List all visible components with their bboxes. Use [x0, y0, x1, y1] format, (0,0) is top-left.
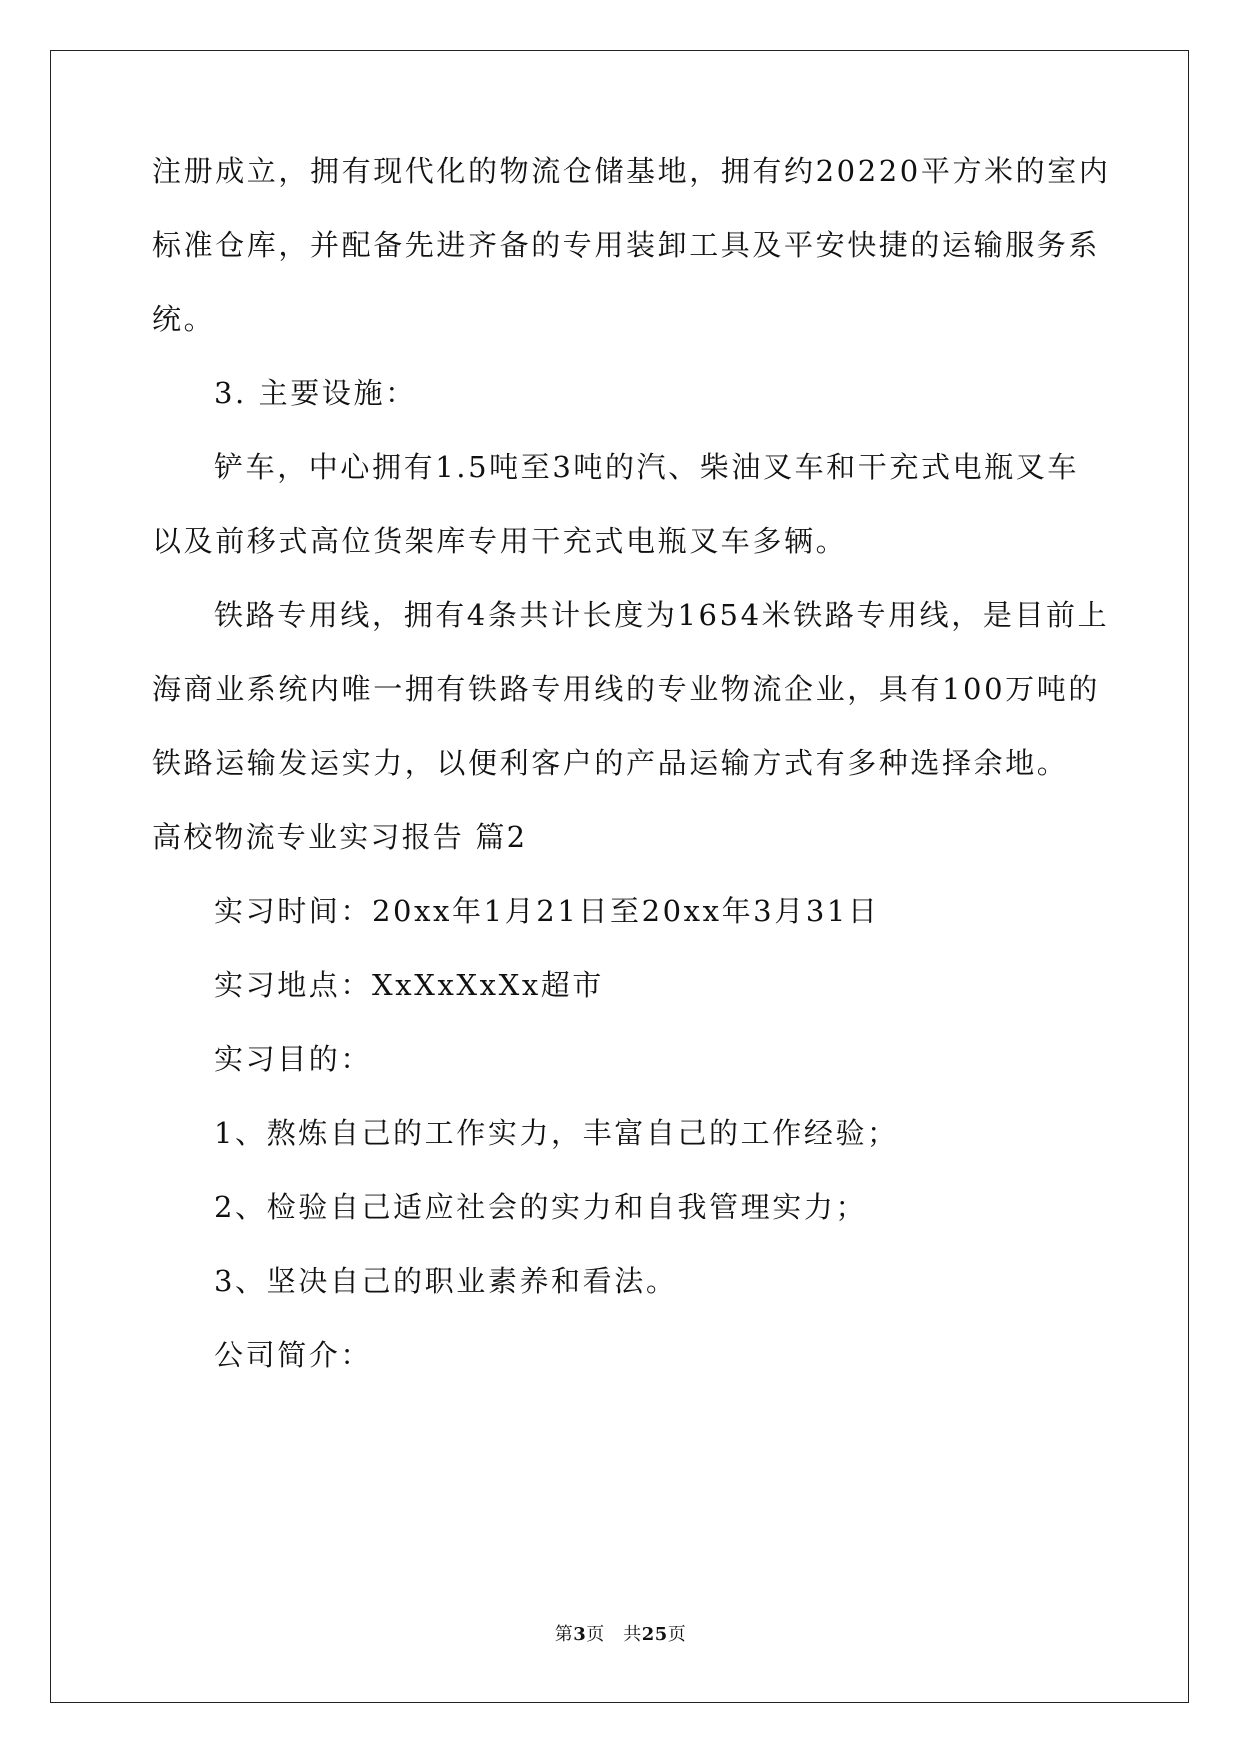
paragraph-line: 以及前移式高位货架库专用干充式电瓶叉车多辆。: [152, 524, 848, 558]
page-prefix: 第: [554, 1624, 574, 1645]
paragraph-line: 海商业系统内唯一拥有铁路专用线的专业物流企业，具有100万吨的: [152, 672, 1100, 706]
page-total: 25: [641, 1624, 668, 1645]
paragraph-line: 标准仓库，并配备先进齐备的专用装卸工具及平安快捷的运输服务系: [152, 228, 1101, 262]
internship-place: 实习地点：XxXxXxXx超市: [214, 968, 605, 1002]
purpose-item: 2、检验自己适应社会的实力和自我管理实力；: [214, 1190, 868, 1224]
paragraph-line: 铁路专用线，拥有4条共计长度为1654米铁路专用线，是目前上: [214, 598, 1110, 632]
internship-time: 实习时间：20xx年1月21日至20xx年3月31日: [214, 894, 880, 928]
company-heading: 公司简介：: [214, 1338, 373, 1372]
purpose-heading: 实习目的：: [214, 1042, 373, 1076]
purpose-item: 1、熬炼自己的工作实力，丰富自己的工作经验；: [214, 1116, 899, 1150]
page-suffix: 页: [667, 1624, 687, 1645]
facilities-heading: 3. 主要设施：: [214, 376, 417, 410]
paragraph-line: 统。: [152, 302, 216, 336]
paragraph-line: 注册成立，拥有现代化的物流仓储基地，拥有约20220平方米的室内: [152, 154, 1111, 188]
page-current: 3: [573, 1624, 587, 1645]
section-title: 高校物流专业实习报告 篇2: [152, 820, 528, 854]
page-border: [50, 50, 1189, 1703]
page-footer: [0, 1623, 1241, 1647]
paragraph-line: 铁路运输发运实力，以便利客户的产品运输方式有多种选择余地。: [152, 746, 1069, 780]
paragraph-line: 铲车，中心拥有1.5吨至3吨的汽、柴油叉车和干充式电瓶叉车: [214, 450, 1079, 484]
purpose-item: 3、坚决自己的职业素养和看法。: [214, 1264, 678, 1298]
page-mid: 页 共: [586, 1624, 642, 1645]
